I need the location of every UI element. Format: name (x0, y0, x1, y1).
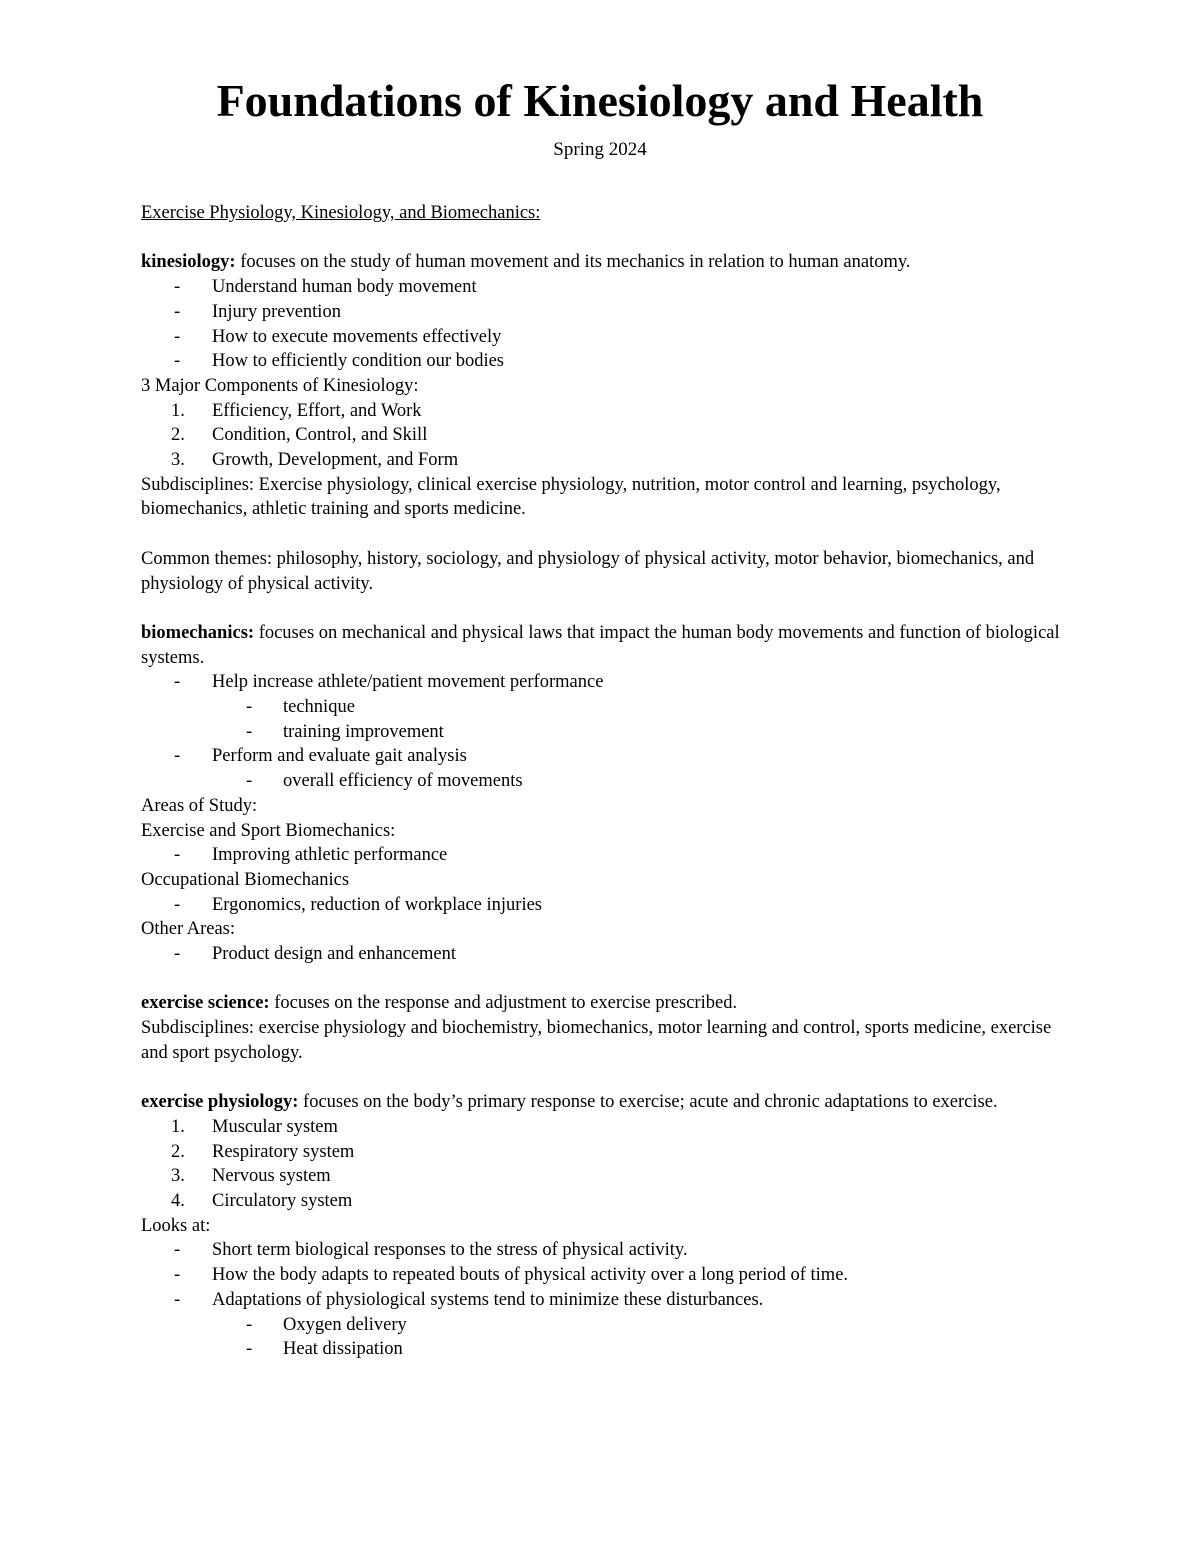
spacer (141, 967, 1071, 992)
bullet-dash: - (174, 301, 181, 322)
area-label: Occupational Biomechanics (141, 869, 350, 890)
document-body (141, 201, 1071, 1362)
sub-list-item (141, 695, 1071, 720)
list-item (141, 843, 1071, 868)
sub-list-item-text: overall efficiency of movements (283, 771, 523, 792)
bullet-dash: - (174, 894, 181, 915)
number-marker: 1. (171, 400, 185, 421)
bullet-dash: - (174, 944, 181, 965)
kinesiology-definition (141, 250, 1071, 275)
numbered-item (141, 423, 1071, 448)
looks-at-label: Looks at: (141, 1215, 211, 1236)
bullet-dash: - (246, 771, 253, 792)
sub-list-item (141, 769, 1071, 794)
list-item (141, 300, 1071, 325)
list-item-text: Product design and enhancement (212, 944, 457, 965)
list-item-text: Adaptations of physiological systems tend to minimize these disturbances. (212, 1289, 764, 1310)
list-item-text: Short term biological responses to the stress of physical activity. (212, 1240, 688, 1261)
bullet-dash: - (246, 697, 253, 718)
bullet-dash: - (174, 1265, 181, 1286)
list-item (141, 1263, 1071, 1288)
number-marker: 2. (171, 1141, 185, 1162)
numbered-item (141, 399, 1071, 424)
list-item (141, 275, 1071, 300)
area-label: Other Areas: (141, 919, 236, 940)
list-item-text: Help increase athlete/patient movement performance (212, 672, 604, 693)
section-heading: Exercise Physiology, Kinesiology, and Biomechanics: (141, 203, 541, 223)
list-item (141, 1238, 1071, 1263)
number-marker: 3. (171, 1166, 185, 1187)
sub-list-item (141, 1337, 1071, 1362)
numbered-item (141, 1140, 1071, 1165)
list-item-text: Perform and evaluate gait analysis (212, 746, 467, 767)
area-label: Exercise and Sport Biomechanics: (141, 820, 396, 841)
numbered-item-text: Nervous system (212, 1166, 331, 1187)
biomechanics-definition-text: focuses on mechanical and physical laws that impact the human body movements and function of biological systems. (141, 622, 1060, 668)
biomechanics-definition (141, 621, 1071, 670)
list-item (141, 349, 1071, 374)
list-item (141, 893, 1071, 918)
number-marker: 1. (171, 1116, 185, 1137)
sub-list-item (141, 720, 1071, 745)
biomechanics-term: biomechanics: (141, 622, 255, 643)
list-item-text: How the body adapts to repeated bouts of physical activity over a long period of time. (212, 1265, 849, 1286)
bullet-dash: - (174, 1289, 181, 1310)
bullet-dash: - (246, 721, 253, 742)
bullet-dash: - (246, 1314, 253, 1335)
list-item (141, 942, 1071, 967)
numbered-item (141, 1164, 1071, 1189)
exercise-science-definition-text: focuses on the response and adjustment to exercise prescribed. (269, 993, 738, 1014)
spacer (141, 1066, 1071, 1091)
numbered-item-text: Muscular system (212, 1116, 338, 1137)
components-label: 3 Major Components of Kinesiology: (141, 375, 419, 396)
spacer (141, 522, 1071, 547)
bullet-dash: - (174, 351, 181, 372)
kinesiology-definition-text: focuses on the study of human movement and its mechanics in relation to human anatomy. (235, 252, 911, 273)
list-item (141, 670, 1071, 695)
numbered-item (141, 1115, 1071, 1140)
common-themes: Common themes: philosophy, history, sociology, and physiology of physical activity, motor behavior, biomechanics, and physiology of physical activity. (141, 548, 1035, 594)
document-title: Foundations of Kinesiology and Health (216, 75, 984, 126)
areas-label: Areas of Study: (141, 795, 258, 816)
exercise-physiology-definition (141, 1090, 1071, 1115)
bullet-dash: - (174, 746, 181, 767)
spacer (141, 226, 1071, 251)
bullet-dash: - (174, 845, 181, 866)
numbered-item-text: Condition, Control, and Skill (212, 425, 428, 446)
number-marker: 2. (171, 425, 185, 446)
sub-list-item-text: Heat dissipation (283, 1339, 403, 1360)
numbered-item-text: Efficiency, Effort, and Work (212, 400, 422, 421)
bullet-dash: - (174, 277, 181, 298)
sub-list-item-text: training improvement (283, 721, 444, 742)
sub-list-item-text: Oxygen delivery (283, 1314, 407, 1335)
bullet-dash: - (174, 672, 181, 693)
list-item-text: Injury prevention (212, 301, 341, 322)
list-item (141, 744, 1071, 769)
list-item-text: Ergonomics, reduction of workplace injuries (212, 894, 543, 915)
list-item-text: Understand human body movement (212, 277, 477, 298)
list-item-text: How to efficiently condition our bodies (212, 351, 505, 372)
kinesiology-subdisciplines: Subdisciplines: Exercise physiology, clinical exercise physiology, nutrition, motor control and learning, psychology, biomechanics, athletic training and sports medicine. (141, 474, 1001, 520)
kinesiology-term: kinesiology: (141, 252, 236, 273)
sub-list-item-text: technique (283, 697, 355, 718)
numbered-item-text: Respiratory system (212, 1141, 355, 1162)
list-item (141, 325, 1071, 350)
numbered-item-text: Circulatory system (212, 1191, 353, 1212)
bullet-dash: - (174, 326, 181, 347)
exercise-science-definition (141, 991, 1071, 1016)
list-item-text: Improving athletic performance (212, 845, 448, 866)
spacer (141, 596, 1071, 621)
bullet-dash: - (174, 1240, 181, 1261)
number-marker: 3. (171, 450, 185, 471)
document-subtitle: Spring 2024 (553, 139, 647, 160)
number-marker: 4. (171, 1191, 185, 1212)
exercise-science-term: exercise science: (141, 993, 270, 1014)
bullet-dash: - (246, 1339, 253, 1360)
list-item (141, 1288, 1071, 1313)
exercise-science-subdisciplines: Subdisciplines: exercise physiology and biochemistry, biomechanics, motor learning and control, sports medicine, exercise and sport psychology. (141, 1018, 1052, 1063)
exercise-physiology-definition-text: focuses on the body’s primary response to exercise; acute and chronic adaptations to exercise. (298, 1092, 998, 1113)
numbered-item (141, 448, 1071, 473)
sub-list-item (141, 1313, 1071, 1338)
numbered-item-text: Growth, Development, and Form (212, 450, 459, 471)
exercise-physiology-term: exercise physiology: (141, 1092, 299, 1113)
list-item-text: How to execute movements effectively (212, 326, 502, 347)
numbered-item (141, 1189, 1071, 1214)
